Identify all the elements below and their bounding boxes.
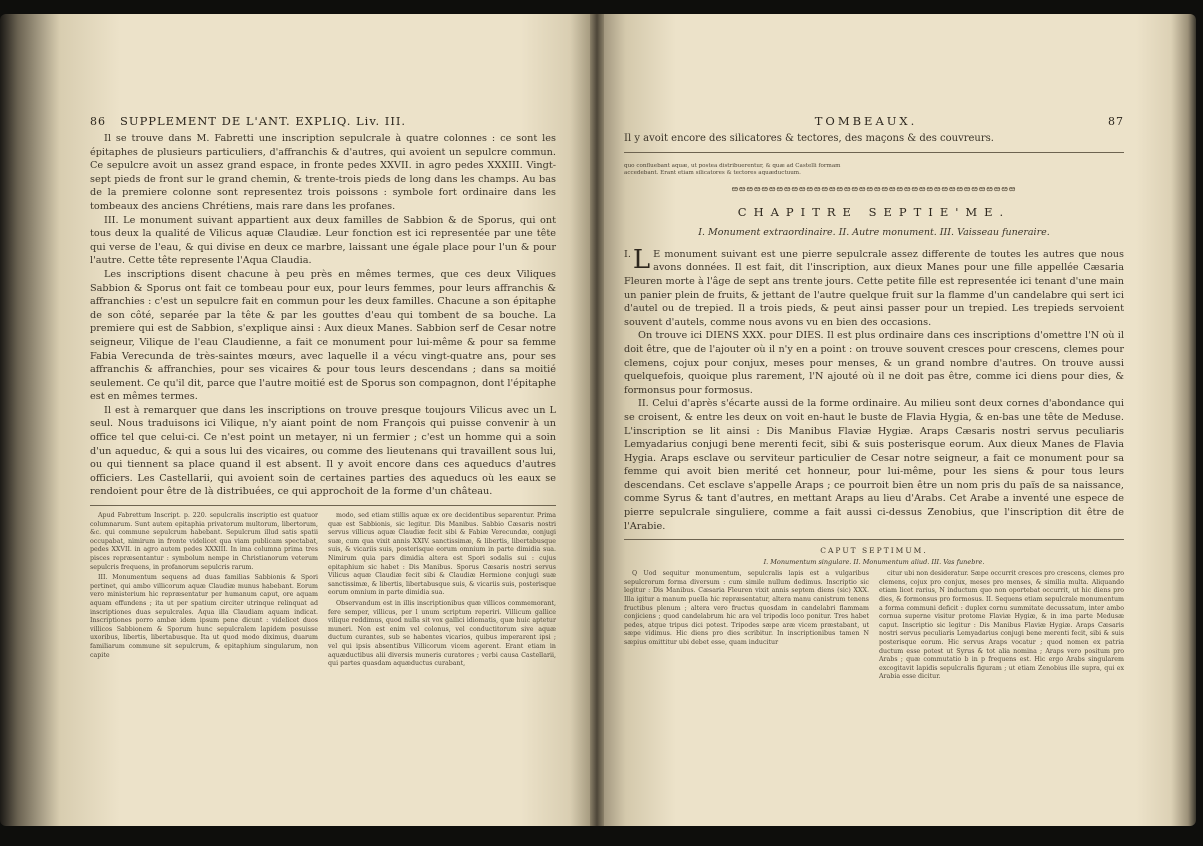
snippet-column-1: quo confluebant aquæ, ut postea distribuerentur, & quæ ad Castelli formam accedebant. Erant etiam silicatores & tectores aquæductuum. xyxy=(624,162,841,177)
left-footnote-rule xyxy=(90,505,556,506)
paragraph-number: I. xyxy=(624,248,631,260)
right-footnote-rule xyxy=(624,539,1124,540)
left-paragraph: Il est à remarquer que dans les inscriptions on trouve presque toujours Vilicus avec un L seul. Nous traduisons ici Vilique, n'y aiant point de nom François qui puisse convenir à un office tel que celui-ci. Ce n'est point un metayer, ni un fermier ; c'est un homme qui a soin d'un aqueduc, & qui a sous lui des vicaires, ou comme des lieutenans qui travaillent sous lui, ou qui tiennent sa place quand il est absent. Il y avoit encore dans ces aqueducs d'autres officiers. Les Castellarii, qui avoient soin de certaines parties des aqueducs où les eaux se rendoient pour être de là distribuées, ce qui approchoit de la forme d'un château. xyxy=(90,404,556,498)
left-paragraph: Il se trouve dans M. Fabretti une inscription sepulcrale à quatre colonnes : ce sont les épitaphes de plusieurs particuliers, d'affranchis & d'autres, qui avoient un sepulcre commun. Ce sepulcre avoit un assez grand espace, in fronte pedes XXVII. in agro pedes XXXIII. Vingt-sept pieds de front sur le grand chemin, & trente-trois pieds de long dans les champs. Au bas de la premiere colonne sont representez trois poissons : symbole fort ordinaire dans les tombeaux des anciens Chrétiens, mais rare dans les profanes. xyxy=(90,133,556,212)
left-page-content xyxy=(90,114,556,671)
right-notes-column-1 xyxy=(624,570,869,684)
left-latin-notes xyxy=(90,512,556,671)
right-latin-snippet xyxy=(624,163,1124,178)
caput-summary: I. Monumentum singulare. II. Monumentum aliud. III. Vas funebre. xyxy=(763,558,985,567)
latin-note: Apud Fabrettum Inscript. p. 220. sepulcralis inscriptio est quatuor columnarum. Sunt autem epitaphia privatorum multorum, libertorum, &c. qui commune sepulcrum habebant. Sepulcrum illud satis spatii occupabat, nimirum in fronte videlicet qua viam publicam spectabat, pedes XXVII. in agro autem pedes XXXIII. In ima columna prima tres pisces repræsentantur : symbolum nempe in Christianorum veterum sepulcris frequens, in profanorum sepulcris rarum. xyxy=(90,512,318,571)
left-running-head-title: SUPPLEMENT DE L'ANT. EXPLIQ. Liv. III. xyxy=(120,114,407,128)
latin-note: Observandum est in illis inscriptionibus quæ villicos commemorant, fere semper, villicus, per l unum scriptum reperiri. Villicum gallice vilique reddimus, quod nulla sit vox gallici idiomatis, quæ huic aptetur muneri. Non est enim vel colonus, vel conductitorum sive aquæ ductum curantes, sub se habentes vicarios, quibus imperarent ipsi ; vel qui ipsis absentibus Villicorum vicem agerent. Erant etiam in aquæductibus alii diversis muneris curatores ; verbi causa Castellarii, qui partes quasdam aquæductus curabant, xyxy=(328,599,556,668)
right-page-number: 87 xyxy=(1108,115,1124,128)
left-notes-column-1 xyxy=(90,512,318,671)
right-top-rule xyxy=(624,152,1124,153)
latin-note: Q Uod sequitur monumentum, sepulcralis lapis est a vulgaribus sepulcrorum forma diversum : cum simile nullum dedimus. Inscriptio sic legitur : Dis Manibus. Cæsaria Fleuren vixit annis septem diens (sic) XXX. Illa igitur a manum puella hic repræsentatur, altera manu canistrum tenens fructibus plenum ; altera vero fructus quosdam in candelabri flammam conjiciens ; quod candelabrum hic ara vel tripodis loco ponitur. Tres habet pedes, atque tripus dici potest. Tripodes sæpe aræ vicem præstabant, ut sæpe vidimus. Hic diens pro dies scribitur. In inscriptionibus tamen N sæpius omittitur ubi debet esse, quam inducitur xyxy=(624,570,869,646)
snippet-column-2 xyxy=(881,163,1124,178)
chapter-summary: I. Monument extraordinaire. II. Autre monument. III. Vaisseau funeraire. xyxy=(698,226,1050,238)
right-body-text xyxy=(624,244,1124,533)
latin-note: III. Monumentum sequens ad duas familias Sabbionis & Spori pertinet, qui ambo villicorum aquæ Claudiæ munus habebant. Eorum vero ministerium hic repræsentatur per humanum caput, ore aquam aquam effundens ; ita ut per spatium circiter utrinque relinquat ad inscriptiones duas sepulcrales. Aqua illa Claudiam aquam indicat. Inscriptiones porro ambæ idem ipsum pene dicunt : videlicet duos villicos Sabbionem & Sporum hunc sepulcralem lapidem posuisse uxoribus, libertis, libertabusque. Ita ut quod modo diximus, duarum familiarum commune sit sepulcrum, & epitaphium singularum, non capite xyxy=(90,574,318,659)
chapter-title: CHAPITRE SEPTIE'ME. xyxy=(737,204,1011,219)
caput-title: CAPUT SEPTIMUM. xyxy=(820,546,928,556)
chapter-first-paragraph xyxy=(624,244,1124,330)
left-running-head xyxy=(90,114,556,128)
left-notes-column-2 xyxy=(328,512,556,671)
right-running-head-title: TOMBEAUX. xyxy=(814,114,918,128)
paragraph-text: E monument suivant est une pierre sepulcrale assez differente de toutes les autres que nous avons données. Il est fait, dit l'inscription, aux dieux Manes pour une fille appellée Cæsaria Fleuren morte à l'âge de sept ans trente jours. Cette petite fille est representée ici tenant d'une main un panier plein de fruits, & jettant de l'autre quelque fruit sur la flamme d'un candelabre qui sert ici d'autel ou de trepied. Il a trois pieds, & peut ainsi passer pour un trepied. Les trepieds servoient souvent d'autels, comme nous avons vu en bien des occasions. xyxy=(624,248,1124,328)
left-body-text xyxy=(90,132,556,499)
drop-cap: L xyxy=(632,244,651,275)
left-page xyxy=(0,14,596,826)
left-page-number: 86 xyxy=(90,115,106,128)
right-page xyxy=(596,14,1196,826)
ornament-band: ఴఴఴఴఴఴఴఴఴఴఴఴఴఴఴఴఴఴఴఴఴఴఴఴఴఴఴఴఴఴఴఴఴఴఴఴఴఴ xyxy=(731,183,1017,193)
right-running-head xyxy=(624,114,1124,128)
latin-note: modo, sed etiam stillis aquæ ex ore decidentibus separentur. Prima quæ est Sabbionis, sic legitur. Dis Manibus. Sabbio Cæsaris nostri servus villicus aquæ Claudiæ fecit sibi & Fabiæ Verecundæ, conjugi suæ, cum qua vixit annis XXIV. sanctissimæ, & libertis, libertabusque suis, & vicariis suis, posterisque eorum omnium in parte dimidia sua. Nimirum quia pars dimidia altera est Spori sodalis sui : cujus epitaphium sic habet : Dis Manibus. Sporus Cæsaris nostri servus Vilicus aquæ Claudiæ fecit sibi & Claudiæ Hermione conjugi suæ sanctissimæ, & libertis, libertabusque suis, & vicariis suis, posterisque eorum omnium in parte dimidia sua. xyxy=(328,512,556,597)
left-paragraph: III. Le monument suivant appartient aux deux familles de Sabbion & de Sporus, qui ont tous deux la qualité de Vilicus aquæ Claudiæ. Leur fonction est ici representée par une tête qui verse de l'eau, & qui divise en deux ce marbre, laissant une égale place pour l'un & pour l'autre. Cette tête represente l'Aqua Claudia. xyxy=(90,214,556,267)
right-intro-line: Il y avoit encore des silicatores & tectores, des maçons & des couvreurs. xyxy=(624,133,994,144)
right-latin-notes xyxy=(624,570,1124,684)
right-paragraph: On trouve ici DIENS XXX. pour DIES. Il est plus ordinaire dans ces inscriptions d'omettre l'N où il doit être, que de l'ajouter où il n'y en a point : on trouve souvent cresces pour crescens, clemes pour clemens, cojux pour conjux, meses pour menses, & un grand nombre d'autres. On trouve aussi quelquefois, quoique plus rarement, l'N ajouté où il ne doit pas être, comme ici diens pour dies, & formonsus pour formosus. xyxy=(624,330,1124,396)
left-paragraph: Les inscriptions disent chacune à peu près en mêmes termes, que ces deux Viliques Sabbion & Sporus ont fait ce tombeau pour eux, pour leurs femmes, pour leurs affranchis & affranchies : c'est un sepulcre fait en commun pour les deux familles. Chacune a son épitaphe de son côté, separée par la tête & par les gouttes d'eau qui tombent de sa bouche. La premiere qui est de Sabbion, s'explique ainsi : Aux dieux Manes. Sabbion serf de Cesar notre seigneur, Vilique de l'eau Claudienne, a fait ce monument pour lui-même & pour sa femme Fabia Verecunda de très-saintes mœurs, avec laquelle il a vécu vingt-quatre ans, pour ses affranchis & affranchies, pour ses vicaires & pour tous leurs descendans ; dans sa moitié seulement. Ce qu'il dit, parce que l'autre moitié est de Sporus son compagnon, dont l'épitaphe est en mêmes termes. xyxy=(90,268,556,403)
book-gutter xyxy=(590,14,604,826)
latin-note: citur ubi non desideratur. Sæpe occurrit cresces pro crescens, clemes pro clemens, cojux pro conjux, meses pro menses, & similia multa. Aliquando etiam licet rarius, N inductum quo non oportebat occurrit, ut hic diens pro dies, & formonsus pro formosus. II. Sequens etiam sepulcrale monumentum a forma communi deficit : duplex cornu summitate decussatum, inter ambo cornua superne visitur protome Flaviæ Hygiæ, & in ima parte Medusæ caput. Inscriptio sic legitur : Dis Manibus Flaviæ Hygiæ. Araps Cæsaris nostri servus peculiaris Lemyadarius conjugi bene merenti fecit, sibi & suis posterisque eorum. Hic servus Araps vocatur ; quod nomen ex patria ductum esse potest ut Syrus & tot alia nomina ; Araps vero positum pro Arabs ; quæ commutatio b in p frequens est. Hic ergo Arabs singularem excogitavit lapidis sepulcralis figuram ; ut etiam Zenobius ille supra, qui ex Arabia esse dicitur. xyxy=(879,570,1124,681)
right-paragraph: II. Celui d'après s'écarte aussi de la forme ordinaire. Au milieu sont deux cornes d'abondance qui se croisent, & entre les deux on voit en-haut le buste de Flavia Hygia, & en-bas une tête de Meduse. L'inscription se lit ainsi : Dis Manibus Flaviæ Hygiæ. Araps Cæsaris nostri servus peculiaris Lemyadarius conjugi bene merenti fecit, sibi & suis posterisque eorum. Aux dieux Manes de Flavia Hygia. Araps esclave ou serviteur particulier de Cesar notre seigneur, a fait ce monument pour sa femme qui avoit bien merité cet honneur, pour lui-même, pour les siens & pour tous leurs descendans. Cet esclave s'appelle Araps ; ce pourroit bien être un nom pris du païs de sa naissance, comme Syrus & tant d'autres, en mettant Araps au lieu d'Arabs. Cet Arabe a inventé une espece de pierre sepulcrale singuliere, comme a fait aussi ci-dessus Zenobius, que l'inscription dit être de l'Arabie. xyxy=(624,398,1124,532)
right-page-content xyxy=(624,114,1124,684)
right-notes-column-2 xyxy=(879,570,1124,684)
